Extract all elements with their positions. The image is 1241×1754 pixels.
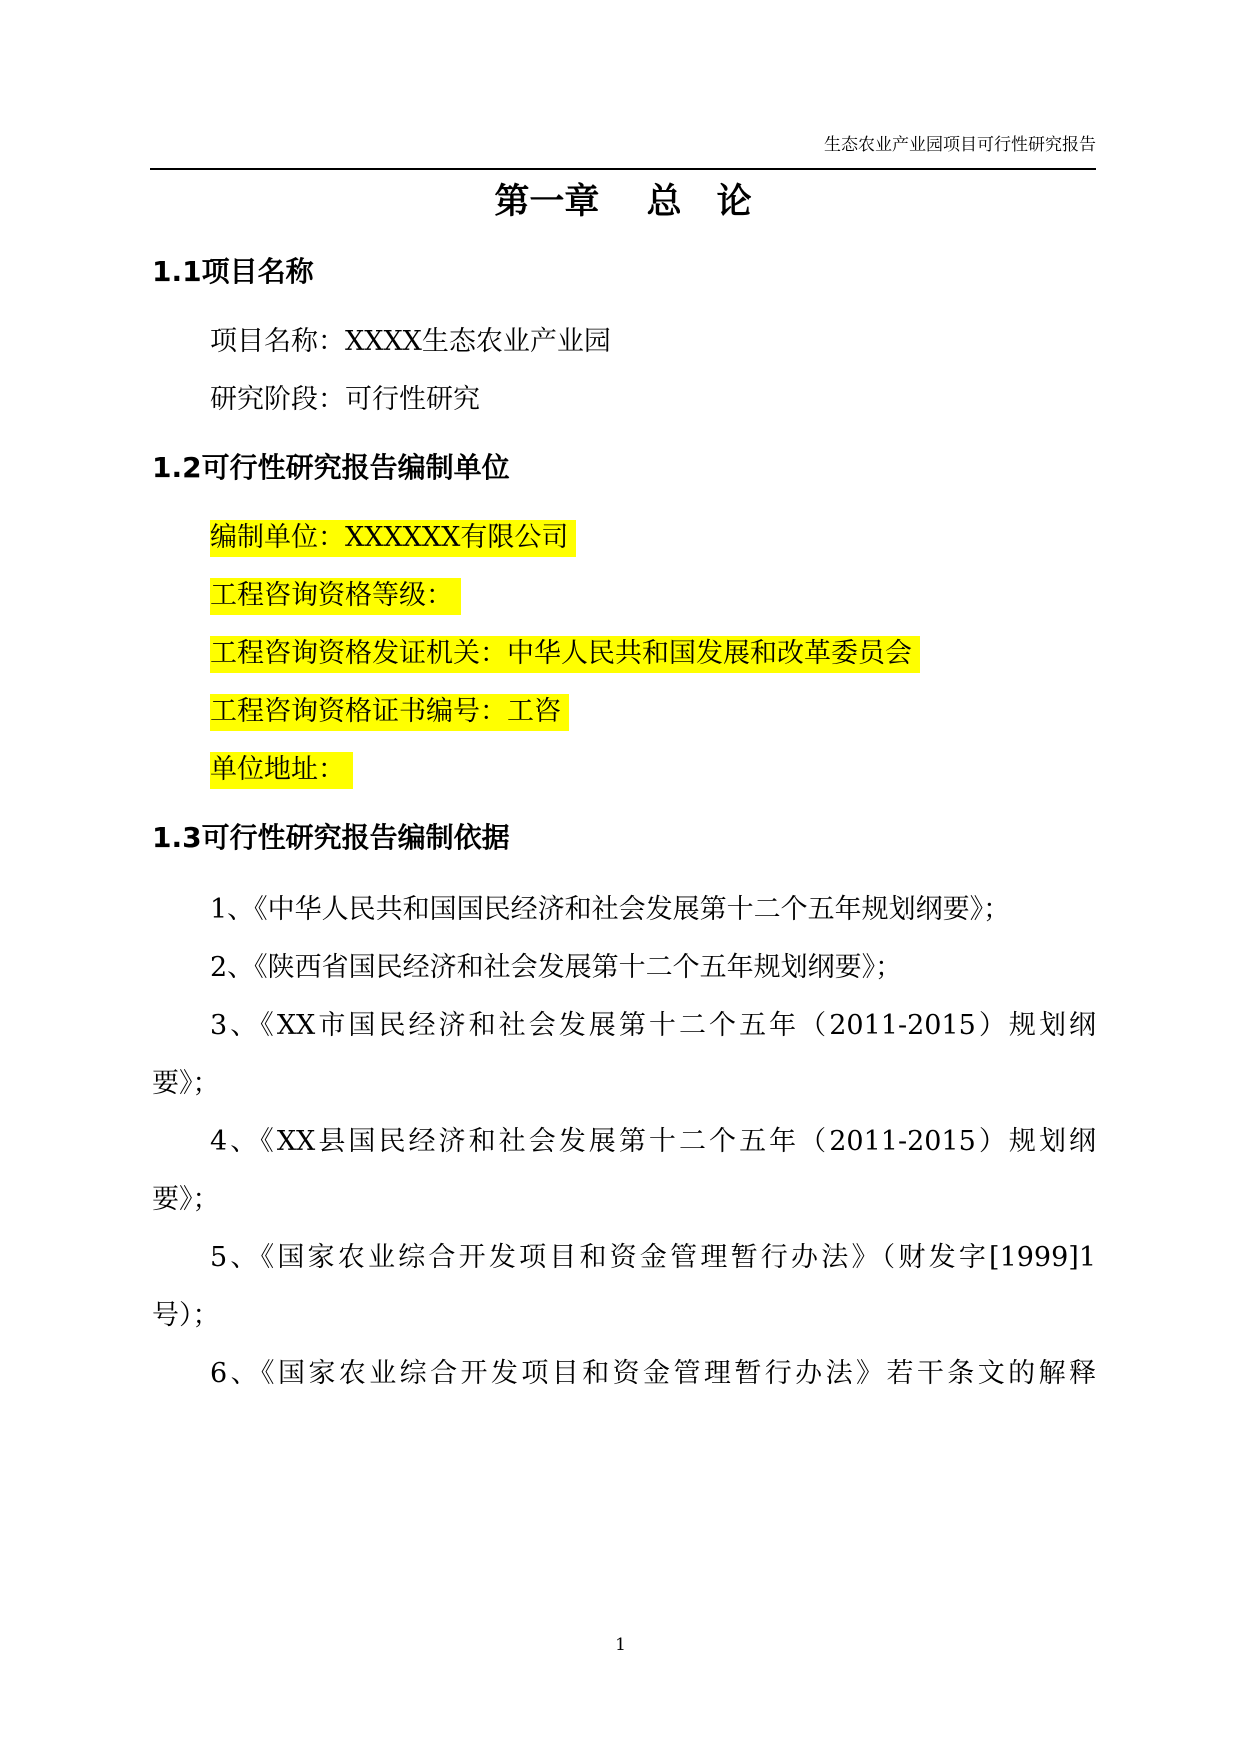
- reference-item: 5、《国家农业综合开发项目和资金管理暂行办法》（财发字[1999]1: [210, 1242, 1096, 1273]
- running-header: [150, 130, 1096, 170]
- highlighted-text: 工程咨询资格等级：: [210, 578, 461, 615]
- certificate-number-line: [210, 692, 569, 732]
- unit-address-line: [210, 750, 353, 790]
- issuing-authority-line: [210, 634, 920, 674]
- reference-item: 2、《陕西省国民经济和社会发展第十二个五年规划纲要》；: [210, 952, 903, 983]
- highlighted-text: 编制单位：XXXXXX有限公司: [210, 520, 576, 557]
- qualification-level-line: [210, 576, 461, 616]
- reference-item: 4、《XX县国民经济和社会发展第十二个五年（2011-2015）规划纲: [210, 1126, 1096, 1157]
- page-number: 1: [615, 1635, 626, 1655]
- reference-item: 1、《中华人民共和国国民经济和社会发展第十二个五年规划纲要》；: [210, 894, 1011, 925]
- compiler-unit-line: [210, 518, 576, 558]
- header-title: 生态农业产业园项目可行性研究报告: [824, 135, 1096, 155]
- reference-item: 3、《XX市国民经济和社会发展第十二个五年（2011-2015）规划纲: [210, 1010, 1096, 1041]
- reference-item: 6、《国家农业综合开发项目和资金管理暂行办法》若干条文的解释: [210, 1358, 1096, 1389]
- highlighted-text: 工程咨询资格发证机关：中华人民共和国发展和改革委员会: [210, 636, 920, 673]
- section-heading-1-2: 1.2可行性研究报告编制单位: [152, 451, 510, 484]
- reference-item-continuation: 号）；: [152, 1300, 220, 1331]
- project-name-line: 项目名称：XXXX生态农业产业园: [210, 326, 611, 357]
- section-heading-1-3: 1.3可行性研究报告编制依据: [152, 821, 510, 854]
- highlighted-text: 单位地址：: [210, 752, 353, 789]
- reference-item-continuation: 要》；: [152, 1068, 220, 1099]
- research-stage-line: 研究阶段：可行性研究: [210, 384, 480, 415]
- section-heading-1-1: 1.1项目名称: [152, 255, 314, 288]
- chapter-title: 第一章 总 论: [494, 182, 752, 222]
- highlighted-text: 工程咨询资格证书编号：工咨: [210, 694, 569, 731]
- reference-item-continuation: 要》；: [152, 1184, 220, 1215]
